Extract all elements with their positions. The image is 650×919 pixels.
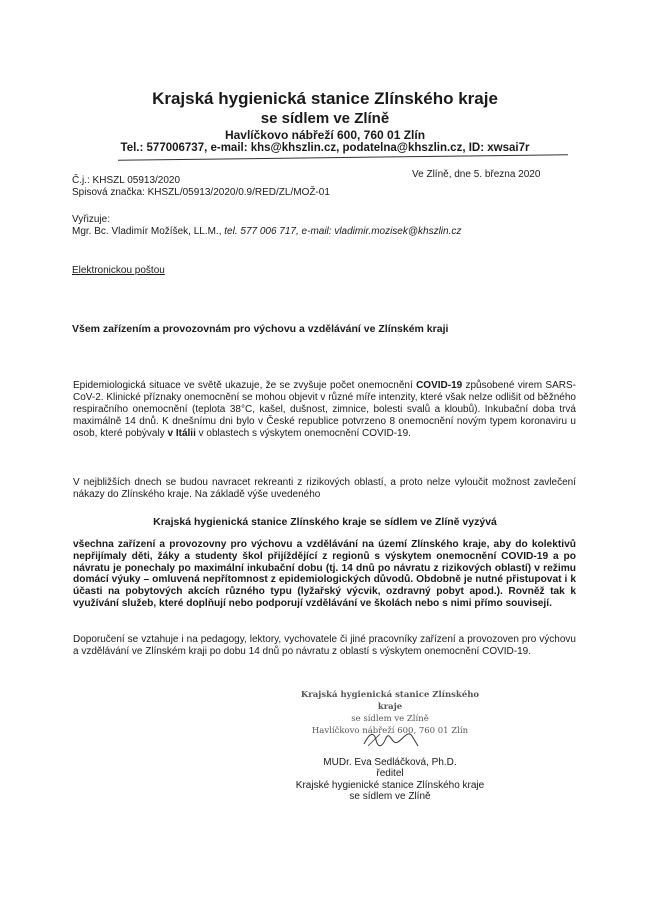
handler-line bbox=[72, 226, 461, 238]
file-mark: Spisová značka: KHSZL/05913/2020/0.9/RED/ZL/MOŽ-01 bbox=[72, 187, 330, 198]
signer-name: MUDr. Eva Sedláčková, Ph.D. bbox=[323, 757, 457, 768]
p1-covid-bold: COVID-19 bbox=[416, 380, 463, 391]
p1-italy-bold: v Itálii bbox=[167, 428, 196, 440]
p1-text-a: Epidemiologická situace ve světě ukazuje, že se zvyšuje počet onemocnění bbox=[73, 380, 417, 391]
signer-org2: se sídlem ve Zlíně bbox=[349, 791, 431, 803]
call-heading: Krajská hygienická stanice Zlínského kraje se sídlem ve Zlíně vyzývá bbox=[153, 516, 497, 528]
handler-name: Mgr. Bc. Vladimír Možíšek, LL.M., bbox=[72, 226, 225, 237]
p1-text-e: v oblastech s výskytem onemocnění COVID-19. bbox=[195, 428, 411, 440]
stamp-line1: Krajská hygienická stanice Zlínského kraje bbox=[300, 690, 480, 712]
signer-title: ředitel bbox=[376, 768, 404, 780]
letterhead-organization: Krajská hygienická stanice Zlínského kraje bbox=[152, 89, 498, 108]
handler-contact: tel. 577 006 717, e-mail: vladimir.mozisek@khszlin.cz bbox=[224, 226, 462, 237]
delivery-method: Elektronickou poštou bbox=[72, 265, 165, 276]
handler-block bbox=[72, 214, 461, 238]
letter-date: Ve Zlíně, dne 5. března 2020 bbox=[412, 169, 541, 180]
paragraph-recommendation: Doporučení se vztahuje i na pedagogy, lektory, vychovatele či jiné pracovníky zařízení a provozoven pro výchovu a vzdělávání ve Zlínském kraji po dobu 14 dnů po návratu z oblastí s výskytem onemocnění COVID-19. bbox=[73, 634, 576, 658]
letterhead-seat: se sídlem ve Zlíně bbox=[260, 110, 390, 127]
handwritten-signature bbox=[360, 726, 430, 752]
stamp-line2: se sídlem ve Zlíně bbox=[351, 714, 429, 724]
signature-block bbox=[290, 757, 490, 803]
paragraph-request: všechna zařízení a provozovny pro výchovu a vzdělávání na území Zlínského kraje, aby do kolektivů nepřijímaly děti, žáky a studenty škol přijíždějící z regionů s výskytem onemocnění COVID-19 a po návratu je ponechaly po maximální inkubační dobu (tj. 14 dnů po návratu z rizikových oblastí) v režimu domácí výuky – omluvená nepřítomnost z epidemiologických důvodů. Obdobně je nutné přistupovat i k účasti na pobytových akcích různého typu (lyžařský výcvik, ozdravný pobyt apod.). Rovněž tak k využívání služeb, které doplňují nebo podporují vzdělávání ve školách nebo s nimi přímo souvisejí. bbox=[73, 539, 576, 609]
letter-subject: Všem zařízením a provozovnám pro výchovu a vzdělávání ve Zlínském kraji bbox=[72, 323, 449, 335]
handler-label: Vyřizuje: bbox=[72, 214, 110, 225]
letterhead-address: Havlíčkovo nábřeží 600, 760 01 Zlín bbox=[224, 128, 426, 142]
reference-number: Č.j.: KHSZL 05913/2020 bbox=[72, 175, 181, 186]
reference-block bbox=[72, 175, 330, 199]
signer-org1: Krajské hygienické stanice Zlínského kraje bbox=[295, 779, 485, 791]
header-divider bbox=[118, 154, 568, 160]
stamp-line3: Havlíčkovo nábřeží 600, 760 01 Zlín bbox=[311, 726, 469, 736]
p1-text-c: způsobené virem SARS-CoV-2. Klinické příznaky onemocnění se mohou objevit v různé míře intenzity, které však nelze odlišit od běžného respiračního onemocnění (teplota 38°C, kašel, dušnost, zimnice, bolesti svalů a kloubů). Inkubační doba trvá maximálně 14 dnů. K dnešnímu dni bylo v České republice potvrzeno 8 onemocnění novým typem koronaviru u osob, které pobývaly bbox=[73, 380, 576, 440]
paragraph-situation bbox=[73, 380, 576, 440]
letterhead-contact: Tel.: 577006737, e-mail: khs@khszlin.cz, podatelna@khszlin.cz, ID: xwsai7r bbox=[120, 142, 530, 154]
paragraph-returning: V nejbližších dnech se budou navracet rekreanti z rizikových oblastí, a proto nelze vyloučit možnost zavlečení nákazy do Zlínského kraje. Na základě výše uvedeného bbox=[73, 477, 576, 501]
